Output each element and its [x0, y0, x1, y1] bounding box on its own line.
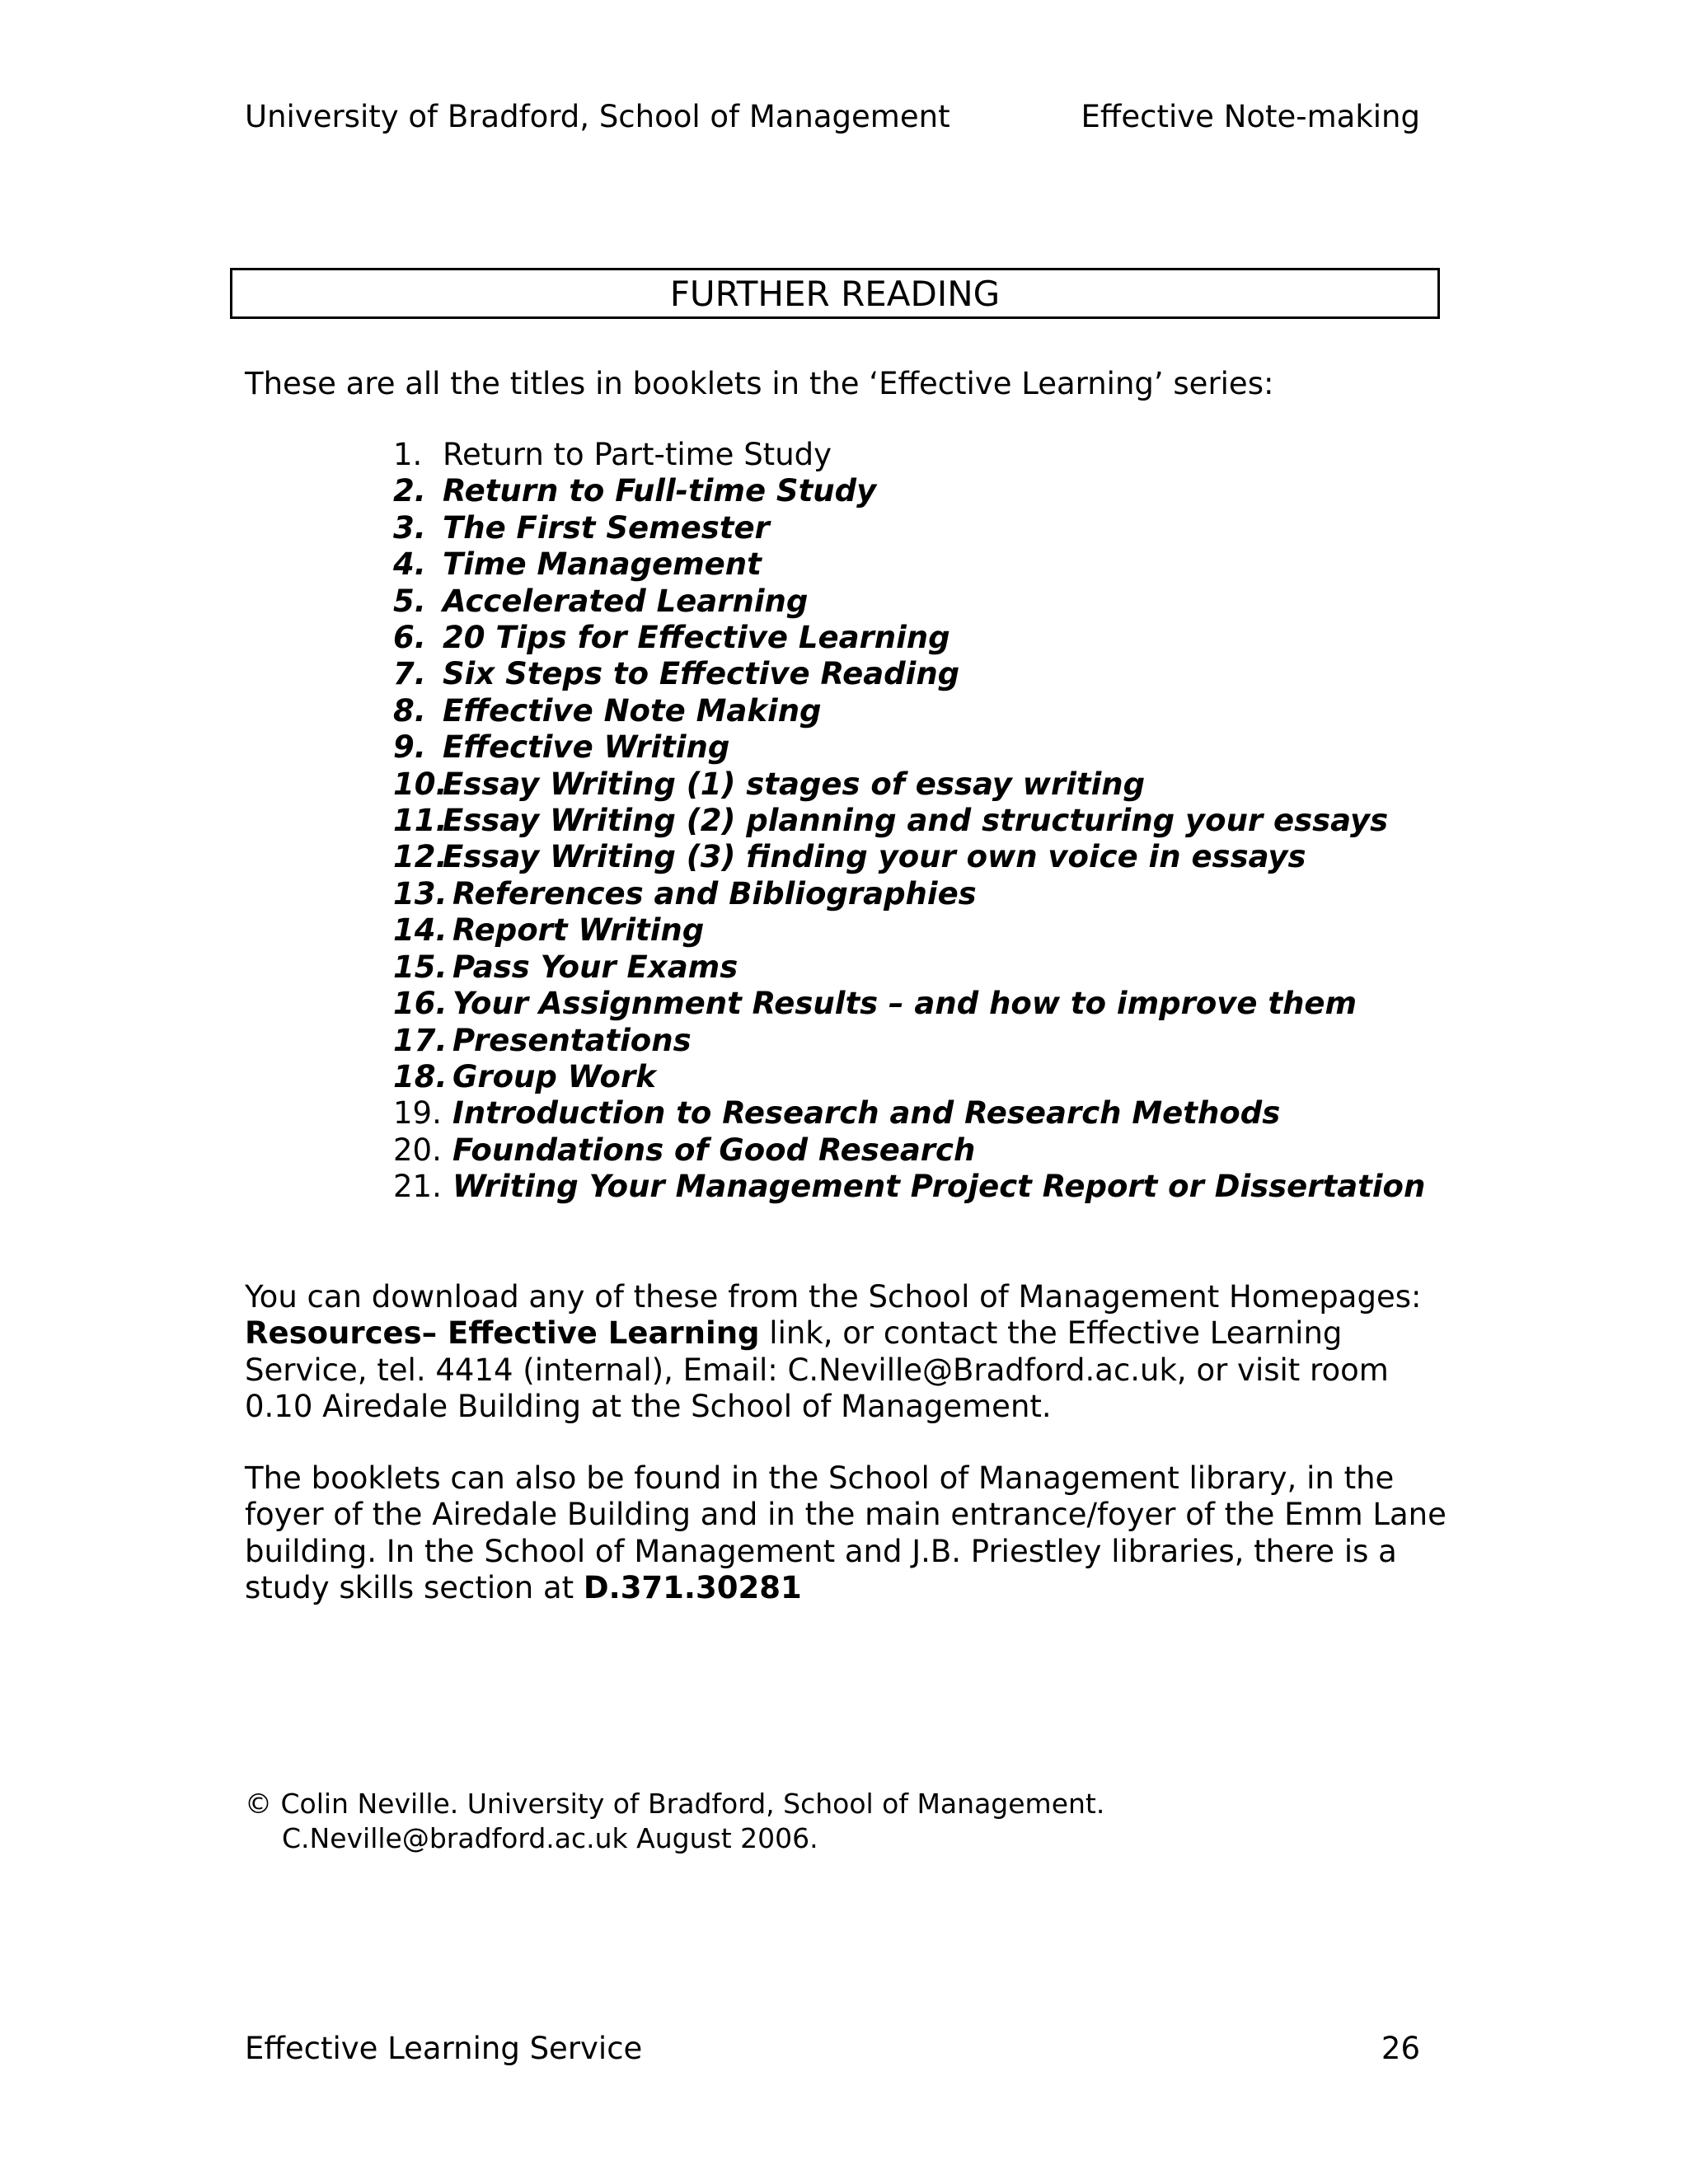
page-number: 26 [1381, 2031, 1420, 2066]
section-title: FURTHER READING [669, 274, 1001, 314]
item-title: Effective Note Making [443, 692, 822, 729]
item-number: 15. [393, 949, 448, 985]
list-item [393, 1169, 1425, 1205]
library-text: The booklets can also be found in the School of Management library, in the foyer of the Airedale Building and in the main entrance/foyer of the Emm Lane building. In the School of Management and J.B. Priestley libraries, there is a study skills section at [245, 1460, 1447, 1606]
list-item [393, 656, 1425, 692]
section-title-box [230, 268, 1440, 319]
list-item [393, 693, 1425, 729]
list-item [393, 1132, 1425, 1169]
item-number: 2. [393, 473, 426, 509]
list-item [393, 620, 1425, 656]
list-item [393, 546, 1425, 583]
list-item [393, 803, 1425, 839]
item-title: References and Bibliographies [452, 875, 977, 912]
list-item [393, 510, 1425, 546]
list-item [393, 1095, 1425, 1132]
item-number: 7. [393, 656, 426, 692]
item-number: 6. [393, 620, 426, 656]
list-item [393, 1059, 1425, 1095]
item-title: Essay Writing (3) finding your own voice in essays [443, 839, 1306, 875]
item-title: Presentations [452, 1022, 692, 1058]
item-number: 16. [393, 986, 448, 1022]
list-item [393, 437, 1425, 473]
download-line-1: You can download any of these from the School of Management Homepages: [245, 1279, 1422, 1315]
list-item [393, 729, 1425, 766]
library-classmark: D.371.30281 [583, 1570, 802, 1606]
list-item [393, 839, 1425, 875]
item-number: 20. [393, 1132, 442, 1168]
item-number: 4. [393, 546, 426, 583]
library-paragraph [245, 1460, 1448, 1607]
copyright-block [245, 1787, 1104, 1856]
list-item [393, 766, 1425, 803]
item-number: 13. [393, 875, 448, 912]
copyright-line-2: C.Neville@bradford.ac.uk August 2006. [282, 1822, 818, 1854]
list-item [393, 949, 1425, 986]
item-title: Group Work [452, 1058, 656, 1094]
item-number: 8. [393, 692, 426, 729]
item-number: 14. [393, 912, 448, 949]
download-paragraph [245, 1279, 1448, 1426]
item-title: Report Writing [452, 912, 705, 949]
item-title: Essay Writing (2) planning and structuring your essays [443, 803, 1389, 839]
item-title: Return to Part-time Study [443, 437, 832, 472]
item-number: 18. [393, 1058, 448, 1094]
list-item [393, 583, 1425, 620]
item-title: The First Semester [443, 509, 770, 546]
list-item [393, 912, 1425, 949]
item-title: Accelerated Learning [443, 583, 809, 619]
item-title: Introduction to Research and Research Methods [452, 1095, 1281, 1132]
item-number: 5. [393, 583, 426, 619]
copyright-line-1: © Colin Neville. University of Bradford, School of Management. [245, 1788, 1105, 1820]
item-title: Your Assignment Results – and how to improve them [452, 986, 1357, 1022]
item-title: Foundations of Good Research [452, 1132, 976, 1168]
item-title: Pass Your Exams [452, 949, 738, 985]
item-number: 12. [393, 839, 448, 875]
intro-text: These are all the titles in booklets in the ‘Effective Learning’ series: [245, 366, 1274, 401]
list-item [393, 473, 1425, 509]
item-number: 21. [393, 1169, 442, 1205]
item-title: Writing Your Management Project Report or Dissertation [452, 1169, 1426, 1205]
list-item [393, 1023, 1425, 1059]
item-number: 9. [393, 729, 426, 766]
resources-link-text: Resources– Effective Learning [245, 1315, 760, 1352]
page-header [245, 99, 1420, 135]
item-number: 10. [393, 766, 448, 802]
item-number: 19. [393, 1095, 442, 1132]
header-document-title: Effective Note-making [1081, 99, 1420, 134]
item-title: Six Steps to Effective Reading [443, 656, 960, 692]
booklet-list [393, 437, 1425, 1206]
item-title: Essay Writing (1) stages of essay writing [443, 766, 1146, 802]
item-title: Time Management [443, 546, 762, 583]
download-rest: link, or contact the Effective Learning Service, tel. 4414 (internal), Email: C.Neville@Bradford.ac.uk, or visit room 0.10 Airedale Building at the School of Management. [245, 1315, 1389, 1425]
item-title: Effective Writing [443, 729, 730, 766]
item-title: Return to Full-time Study [443, 473, 877, 509]
header-institution: University of Bradford, School of Management [245, 99, 950, 134]
item-number: 17. [393, 1022, 448, 1058]
list-item [393, 986, 1425, 1022]
list-item [393, 876, 1425, 912]
item-number: 1. [393, 437, 423, 472]
item-title: 20 Tips for Effective Learning [443, 620, 950, 656]
item-number: 11. [393, 803, 448, 839]
page-footer [245, 2031, 1420, 2067]
footer-service: Effective Learning Service [245, 2031, 643, 2066]
item-number: 3. [393, 509, 426, 546]
